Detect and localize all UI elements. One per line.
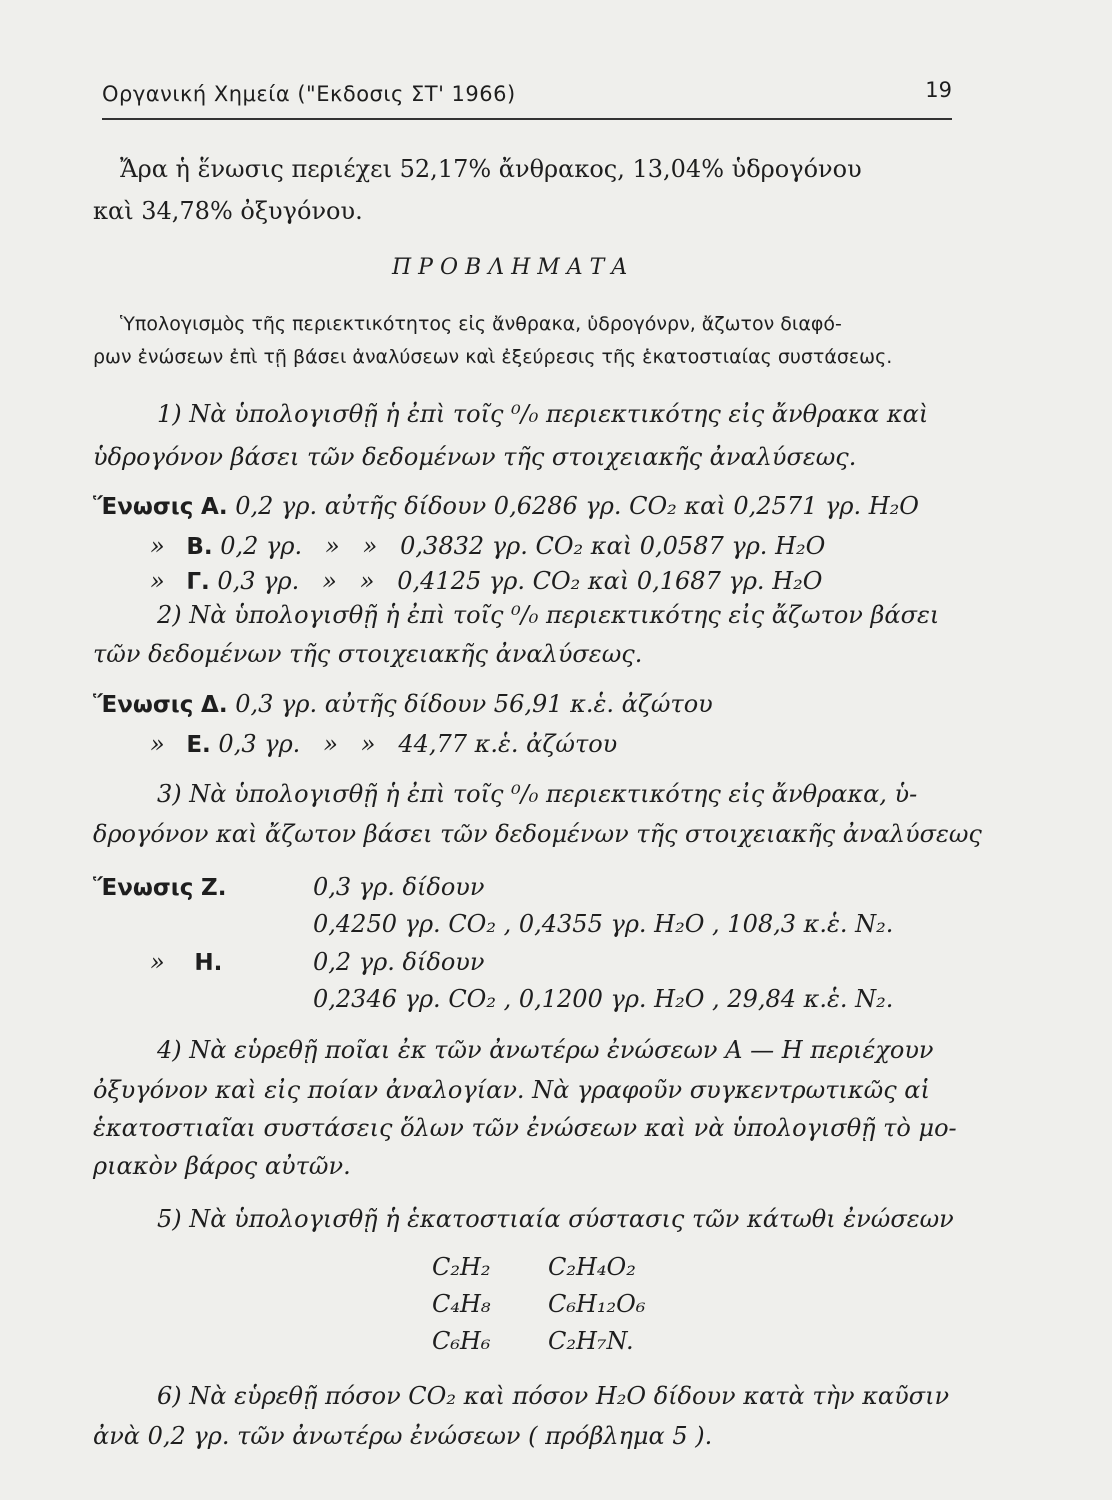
compound-h-sample: 0,2 γρ. δίδουν: [313, 948, 485, 976]
compound-z-sample: 0,3 γρ. δίδουν: [313, 873, 485, 901]
compound-label: Δ.: [201, 692, 228, 718]
ditto-mark: »: [150, 567, 165, 595]
problem-1-line-2: ὑδρογόνον βάσει τῶν δεδομένων τῆς στοιχειακῆς ἀναλύσεως.: [93, 443, 857, 471]
compound-data: 0,3 γρ. αὐτῆς δίδουν 56,91 κ.ἑ. ἀζώτου: [235, 690, 713, 718]
compound-data: 0,3 γρ. » » 0,4125 γρ. CO₂ καὶ 0,1687 γρ. H₂O: [217, 567, 823, 595]
page-number: 19: [925, 78, 952, 102]
formula-c4h8: C₄H₈: [432, 1290, 491, 1318]
intro-line-2: καὶ 34,78% ὀξυγόνου.: [93, 197, 363, 225]
ditto-mark: »: [150, 948, 165, 976]
section-title: ΠΡΟΒΛΗΜΑΤΑ: [392, 255, 635, 280]
problem-4-line-4: ριακὸν βάρος αὐτῶν.: [93, 1152, 351, 1180]
compound-label: Ζ.: [201, 875, 227, 901]
problem-5-line-1: 5) Νὰ ὑπολογισθῇ ἡ ἑκατοστιαία σύστασις τῶν κάτωθι ἐνώσεων: [157, 1205, 954, 1233]
formula-c2h7n: C₂H₇N.: [548, 1327, 634, 1355]
ditto-mark: »: [150, 730, 165, 758]
problem-2-line-2: τῶν δεδομένων τῆς στοιχειακῆς ἀναλύσεως.: [93, 640, 643, 668]
formula-c6h6: C₆H₆: [432, 1327, 491, 1355]
compound-data: 0,2 γρ. αὐτῆς δίδουν 0,6286 γρ. CO₂ καὶ 0,2571 γρ. H₂O: [235, 492, 919, 520]
problem-4-line-3: ἑκατοστιαῖαι συστάσεις ὅλων τῶν ἐνώσεων καὶ νὰ ὑπολογισθῇ τὸ μο-: [93, 1114, 957, 1142]
intro-line-1: Ἄρα ἡ ἕνωσις περιέχει 52,17% ἄνθρακος, 13,04% ὑδρογόνου: [120, 155, 862, 183]
compound-label: Γ.: [186, 569, 210, 595]
problem-4-line-2: ὀξυγόνον καὶ εἰς ποίαν ἀναλογίαν. Νὰ γραφοῦν συγκεντρωτικῶς αἱ: [93, 1076, 930, 1104]
compound-label: Η.: [194, 950, 223, 976]
compound-row-z: [93, 873, 226, 901]
compound-row-b: [150, 532, 825, 560]
compound-data: 0,2 γρ. » » 0,3832 γρ. CO₂ καὶ 0,0587 γρ. H₂O: [220, 532, 826, 560]
formula-c2h4o2: C₂H₄O₂: [548, 1253, 636, 1281]
compound-row-h: [150, 948, 222, 976]
compound-row-d: [93, 690, 713, 718]
compound-row-c: [150, 567, 822, 595]
running-header: [102, 78, 952, 120]
problem-6-line-2: ἀνὰ 0,2 γρ. τῶν ἀνωτέρω ἐνώσεων ( πρόβλημα 5 ).: [93, 1422, 713, 1450]
compound-row-a: [93, 492, 919, 520]
compound-data: 0,3 γρ. » » 44,77 κ.ἑ. ἀζώτου: [218, 730, 618, 758]
compound-row-e: [150, 730, 617, 758]
problem-4-line-1: 4) Νὰ εὑρεθῇ ποῖαι ἐκ τῶν ἀνωτέρω ἐνώσεων Α — Η περιέχουν: [157, 1036, 934, 1064]
subtitle-line-2: ρων ἐνώσεων ἐπὶ τῇ βάσει ἀναλύσεων καὶ ἐξεύρεσις τῆς ἑκατοστιαίας συστάσεως.: [93, 346, 893, 368]
problem-3-line-2: δρογόνον καὶ ἄζωτον βάσει τῶν δεδομένων τῆς στοιχειακῆς ἀναλύσεως: [93, 820, 982, 848]
compound-h-results: 0,2346 γρ. CO₂ , 0,1200 γρ. H₂O , 29,84 κ.ἑ. N₂.: [313, 985, 894, 1013]
formula-c2h2: C₂H₂: [432, 1253, 491, 1281]
compound-prefix: Ἕνωσις: [93, 692, 194, 718]
compound-label: Ε.: [186, 732, 211, 758]
problem-3-line-1: 3) Νὰ ὑπολογισθῇ ἡ ἐπὶ τοῖς ⁰/₀ περιεκτικότης εἰς ἄνθρακα, ὑ-: [157, 780, 918, 808]
ditto-mark: »: [150, 532, 165, 560]
subtitle-line-1: Ὑπολογισμὸς τῆς περιεκτικότητος εἰς ἄνθρακα, ὑδρογόνρν, ἄζωτον διαφό-: [120, 313, 842, 335]
compound-z-results: 0,4250 γρ. CO₂ , 0,4355 γρ. H₂O , 108,3 κ.ἑ. N₂.: [313, 910, 894, 938]
compound-prefix: Ἕνωσις: [93, 875, 194, 901]
header-title: Οργανική Χημεία ("Εκδοσις ΣΤ' 1966): [102, 82, 516, 106]
problem-6-line-1: 6) Νὰ εὑρεθῇ πόσον CO₂ καὶ πόσον H₂O δίδουν κατὰ τὴν καῦσιν: [157, 1382, 950, 1410]
formula-c6h12o6: C₆H₁₂O₆: [548, 1290, 646, 1318]
problem-1-line-1: 1) Νὰ ὑπολογισθῇ ἡ ἐπὶ τοῖς ⁰/₀ περιεκτικότης εἰς ἄνθρακα καὶ: [157, 400, 929, 428]
problem-2-line-1: 2) Νὰ ὑπολογισθῇ ἡ ἐπὶ τοῖς ⁰/₀ περιεκτικότης εἰς ἄζωτον βάσει: [157, 601, 940, 629]
compound-label: Α.: [201, 494, 228, 520]
compound-prefix: Ἕνωσις: [93, 494, 194, 520]
compound-label: Β.: [186, 534, 213, 560]
